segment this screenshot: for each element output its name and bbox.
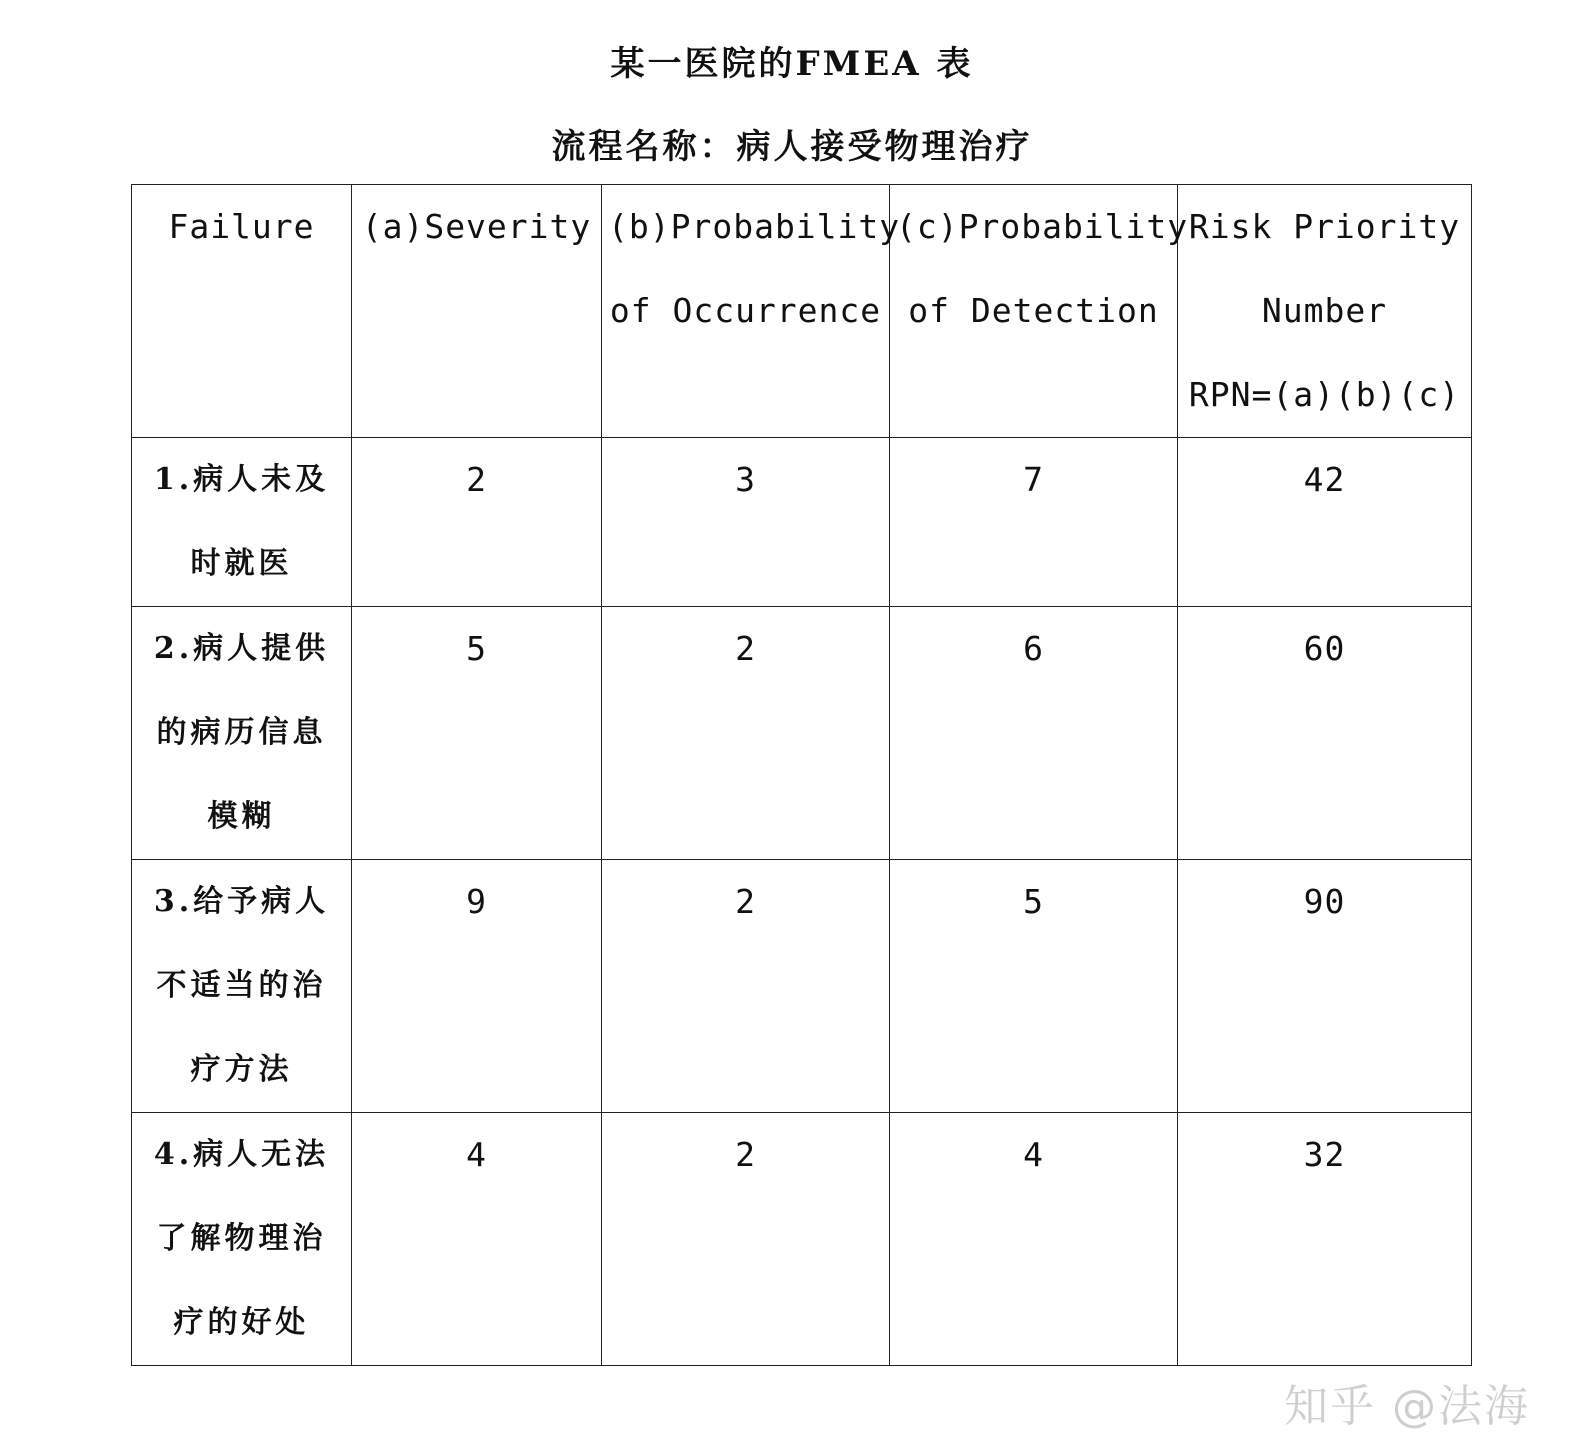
header-failure-line: Failure (168, 207, 315, 246)
table-header-row (132, 185, 1472, 438)
severity-cell: 9 (352, 860, 602, 1113)
failure-cell (132, 438, 352, 607)
severity-cell: 5 (352, 607, 602, 860)
table-row (132, 860, 1472, 1113)
failure-text: 1.病人未及时就医 (153, 462, 330, 581)
header-detection-line-2: of Detection (908, 291, 1159, 330)
severity-cell: 2 (352, 438, 602, 607)
zhihu-watermark: 知乎 @法海 (1284, 1381, 1530, 1432)
rpn-cell: 60 (1178, 607, 1472, 860)
header-rpn (1178, 185, 1472, 438)
failure-cell (132, 1113, 352, 1366)
header-detection-line-1: (c)Probability (896, 207, 1189, 246)
table-row (132, 1113, 1472, 1366)
header-severity-line: (a)Severity (361, 207, 592, 246)
header-occurrence-line-2: of Occurrence (609, 291, 882, 330)
failure-cell (132, 860, 352, 1113)
occurrence-cell: 2 (602, 607, 890, 860)
table-row (132, 607, 1472, 860)
rpn-cell: 90 (1178, 860, 1472, 1113)
failure-cell (132, 607, 352, 860)
header-failure (132, 185, 352, 438)
occurrence-cell: 2 (602, 860, 890, 1113)
header-severity (352, 185, 602, 438)
rpn-cell: 32 (1178, 1113, 1472, 1366)
detection-cell: 5 (890, 860, 1178, 1113)
document-title: 某一医院的FMEA 表 (610, 44, 974, 84)
table-row (132, 438, 1472, 607)
header-occurrence (602, 185, 901, 438)
detection-cell: 7 (890, 438, 1178, 607)
failure-text: 2.病人提供的病历信息模糊 (153, 631, 330, 834)
header-occurrence-line-1: (b)Probability (608, 207, 901, 246)
rpn-cell: 42 (1178, 438, 1472, 607)
header-detection (890, 185, 1189, 438)
fmea-table (131, 184, 1472, 1366)
detection-cell: 4 (890, 1113, 1178, 1366)
occurrence-cell: 2 (602, 1113, 890, 1366)
header-rpn-line-3: RPN=(a)(b)(c) (1188, 375, 1461, 414)
failure-text: 4.病人无法了解物理治疗的好处 (153, 1137, 330, 1340)
detection-cell: 6 (890, 607, 1178, 860)
failure-text: 3.给予病人不适当的治疗方法 (153, 884, 330, 1087)
occurrence-cell: 3 (602, 438, 890, 607)
header-rpn-line-2: Number (1261, 291, 1388, 330)
process-name: 流程名称：病人接受物理治疗 (551, 127, 1033, 167)
header-rpn-line-1: Risk Priority (1188, 207, 1461, 246)
severity-cell: 4 (352, 1113, 602, 1366)
